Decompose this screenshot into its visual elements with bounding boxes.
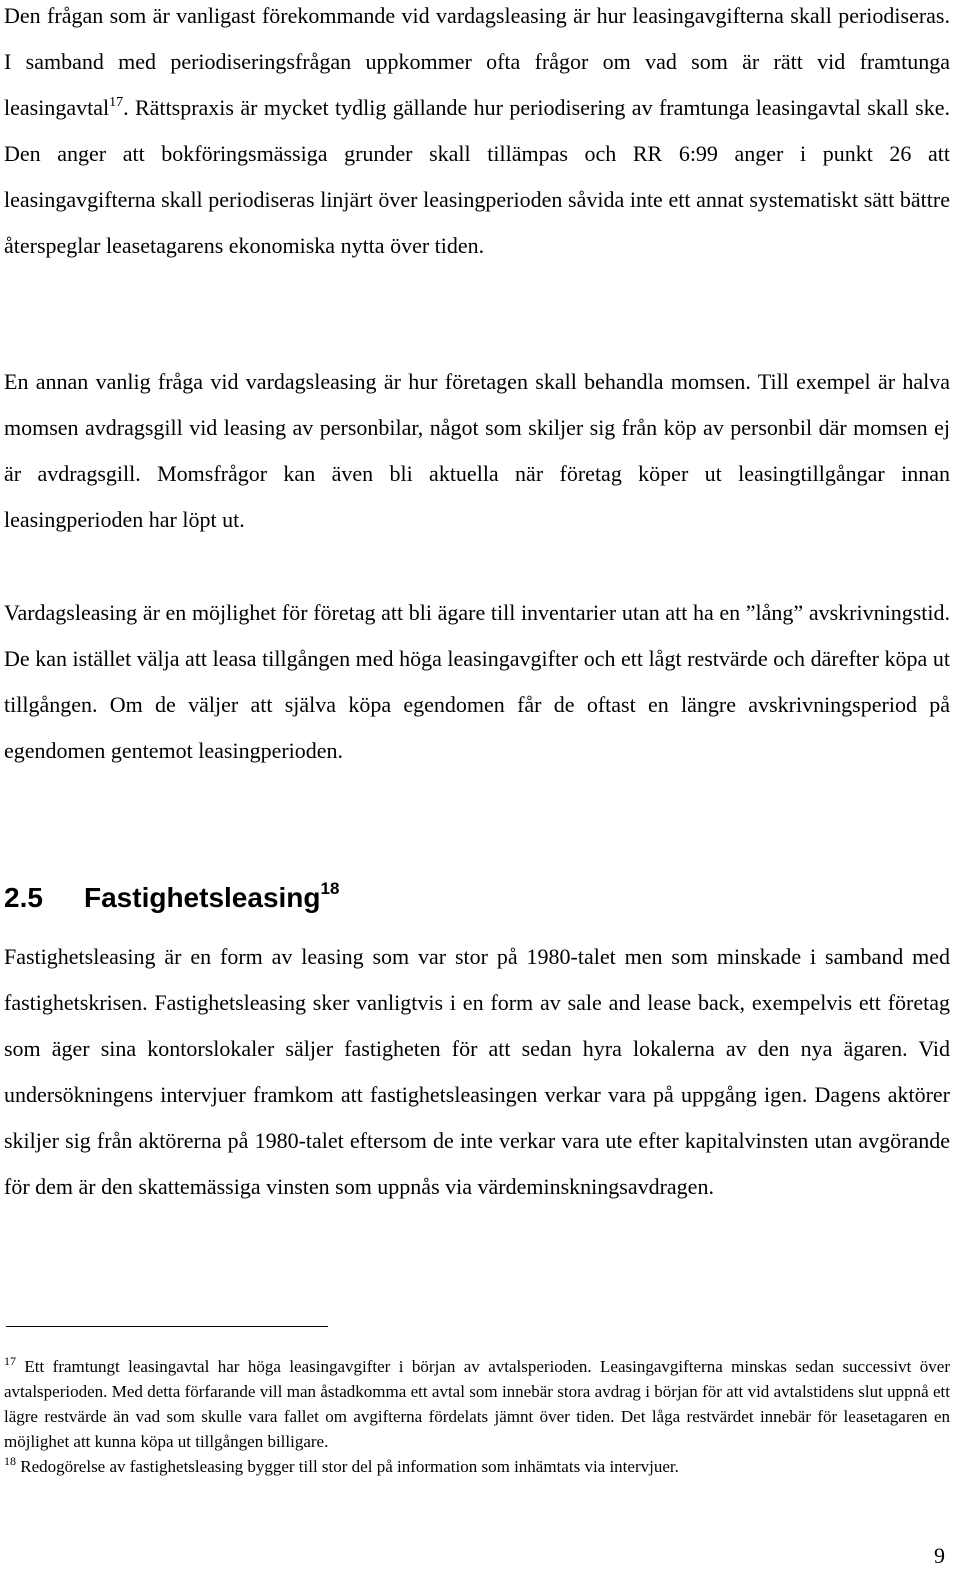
paragraph-text-continued: . Rättspraxis är mycket tydlig gällande hur periodisering av framtunga leasingavtal skall ske. Den anger att bokföringsmässiga grunder skall tillämpas och RR 6:99 anger i punkt 26 att leasingavgifterna skall periodiseras linjärt över leasingperioden såvida inte ett annat systematiskt sätt bättre återspeglar leasetagarens ekonomiska nytta över tiden. [4,95,950,258]
footnote-divider [6,1326,328,1327]
body-paragraph-moms [4,359,950,543]
paragraph-text: Fastighetsleasing är en form av leasing som var stor på 1980-talet men som minskade i samband med fastighetskrisen. Fastighetsleasing sker vanligtvis i en form av sale and lease back, exempelvis ett företag som äger sina kontorslokaler säljer fastigheten för att sedan hyra lokalerna av den nya ägaren. Vid undersökningens intervjuer framkom att fastighetsleasingen verkar vara på uppgång igen. Dagens aktörer skiljer sig från aktörerna på 1980-talet eftersom de inte verkar vara ute efter kapitalvinsten utan avgörande för dem är den skattemässiga vinsten som uppnås via värdeminskningsavdragen. [4,944,950,1199]
paragraph-text: Den frågan som är vanligast förekommande vid vardagsleasing är hur leasingavgifterna skall periodiseras. I samband med periodiseringsfrågan uppkommer ofta frågor om vad som är rätt vid framtunga leasingavtal [4,3,950,120]
footnote-18 [4,1454,950,1479]
footnote-number: 18 [4,1454,16,1468]
footnote-ref-17[interactable]: 17 [109,95,124,110]
body-paragraph-fastighetsleasing [4,934,950,1210]
footnotes-section [4,1354,950,1479]
section-heading [4,878,339,918]
footnote-number: 17 [4,1354,16,1368]
body-paragraph-avskrivning [4,590,950,774]
footnote-17 [4,1354,950,1454]
page-number: 9 [934,1543,945,1568]
paragraph-text: Vardagsleasing är en möjlighet för företag att bli ägare till inventarier utan att ha en ”lång” avskrivningstid. De kan istället välja att leasa tillgången med höga leasingavgifter och ett lågt restvärde och därefter köpa ut tillgången. Om de väljer att själva köpa egendomen får de oftast en längre avskrivningsperiod på egendomen gentemot leasingperioden. [4,600,950,763]
footnote-ref-18[interactable]: 18 [320,879,340,898]
section-title: Fastighetsleasing [84,882,321,913]
section-number: 2.5 [4,882,43,913]
paragraph-text: En annan vanlig fråga vid vardagsleasing är hur företagen skall behandla momsen. Till exempel är halva momsen avdragsgill vid leasing av personbilar, något som skiljer sig från köp av personbil där momsen ej är avdragsgill. Momsfrågor kan även bli aktuella när företag köper ut leasingtillgångar innan leasingperioden har löpt ut. [4,369,950,532]
footnote-text: Redogörelse av fastighetsleasing bygger till stor del på information som inhämtats via intervjuer. [16,1457,679,1476]
footnote-text: Ett framtungt leasingavtal har höga leasingavgifter i början av avtalsperioden. Leasingavgifterna minskas sedan successivt över avtalsperioden. Med detta förfarande vill man åstadkomma ett avtal som innebär stora avdrag i början för att vid avtalstidens slut uppnå ett lägre restvärde än vad som skulle vara fallet om avgifterna fördelats jämnt över tiden. Det låga restvärdet innebär för leasetagaren en möjlighet att kunna köpa ut tillgången billigare. [4,1357,950,1451]
body-paragraph-periodisering [4,0,950,269]
